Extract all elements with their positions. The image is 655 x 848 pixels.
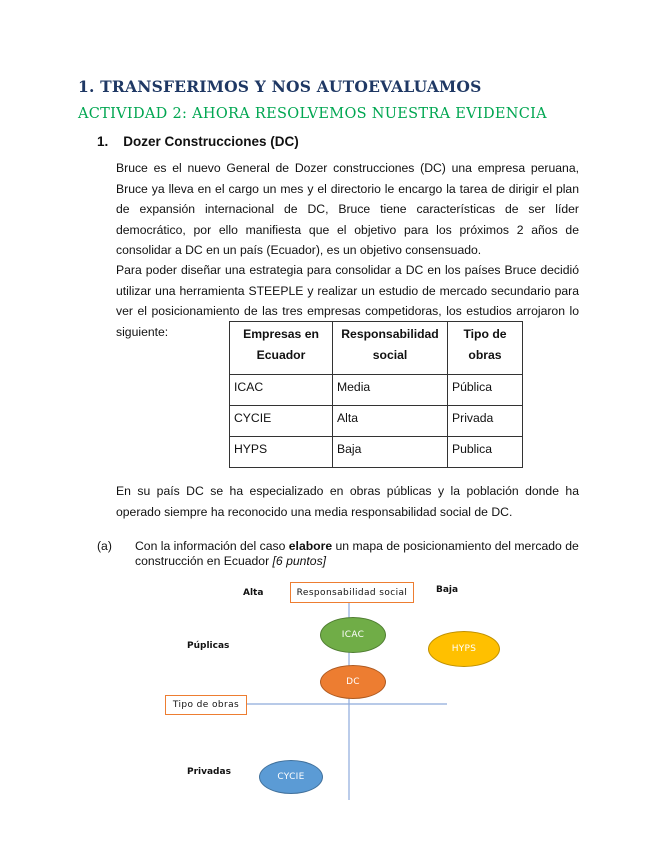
table-cell: Privada (448, 406, 523, 437)
case-number: 1. (97, 134, 109, 149)
axis-label-tipo-obras: Tipo de obras (165, 695, 247, 715)
question-label: (a) (97, 539, 112, 553)
activity-heading: ACTIVIDAD 2: AHORA RESOLVEMOS NUESTRA EVIDENCIA (78, 106, 547, 122)
case-title-text: Dozer Construcciones (DC) (123, 134, 299, 149)
table-cell: HYPS (230, 437, 333, 468)
company-cycie: CYCIE (259, 760, 323, 794)
table-header-cell: Responsabilidad social (333, 322, 448, 375)
table-cell: ICAC (230, 375, 333, 406)
table-cell: Pública (448, 375, 523, 406)
table-cell: CYCIE (230, 406, 333, 437)
table-header-cell: Tipo de obras (448, 322, 523, 375)
label-publicas: Púplicas (187, 641, 230, 651)
question-points: [6 puntos] (272, 553, 327, 568)
table-header-cell: Empresas en Ecuador (230, 322, 333, 375)
section-heading: 1. TRANSFERIMOS Y NOS AUTOEVALUAMOS (78, 77, 482, 96)
label-baja: Baja (436, 585, 459, 595)
label-alta: Alta (243, 588, 264, 598)
table-cell: Media (333, 375, 448, 406)
company-dc: DC (320, 665, 386, 699)
company-hyps: HYPS (428, 631, 500, 667)
case-paragraph-2: Para poder diseñar una estrategia para consolidar a DC en los países Bruce decidió utilizar una herramienta STEEPLE y realizar un estudio de mercado secundario para ver el posicionamiento de las tres empresas competidoras, los estudios arrojaron lo siguiente: (116, 263, 579, 339)
axis-label-responsabilidad: Responsabilidad social (290, 582, 414, 603)
case-paragraph-3: En su país DC se ha especializado en obras públicas y la población donde ha operado siempre ha reconocido una media responsabilidad social de DC. (116, 484, 579, 519)
label-privadas: Privadas (187, 767, 231, 777)
table-cell: Alta (333, 406, 448, 437)
table-cell: Publica (448, 437, 523, 468)
case-paragraph-1: Bruce es el nuevo General de Dozer construcciones (DC) una empresa peruana, Bruce ya lleva en el cargo un mes y el directorio le encargo la tarea de dirigir el plan de expansión internacional de DC, Bruce tiene características de ser líder democrático, por ello manifiesta que el objetivo para los próximos 2 años de consolidar a DC en un país (Ecuador), es un objetivo consensuado. (116, 161, 579, 257)
table-cell: Baja (333, 437, 448, 468)
question-emphasis: elabore (288, 539, 333, 553)
question-text: Con la información del caso elabore un mapa de posicionamiento del mercado de construcción en Ecuador [6 puntos] (135, 539, 579, 568)
company-icac: ICAC (320, 617, 386, 653)
